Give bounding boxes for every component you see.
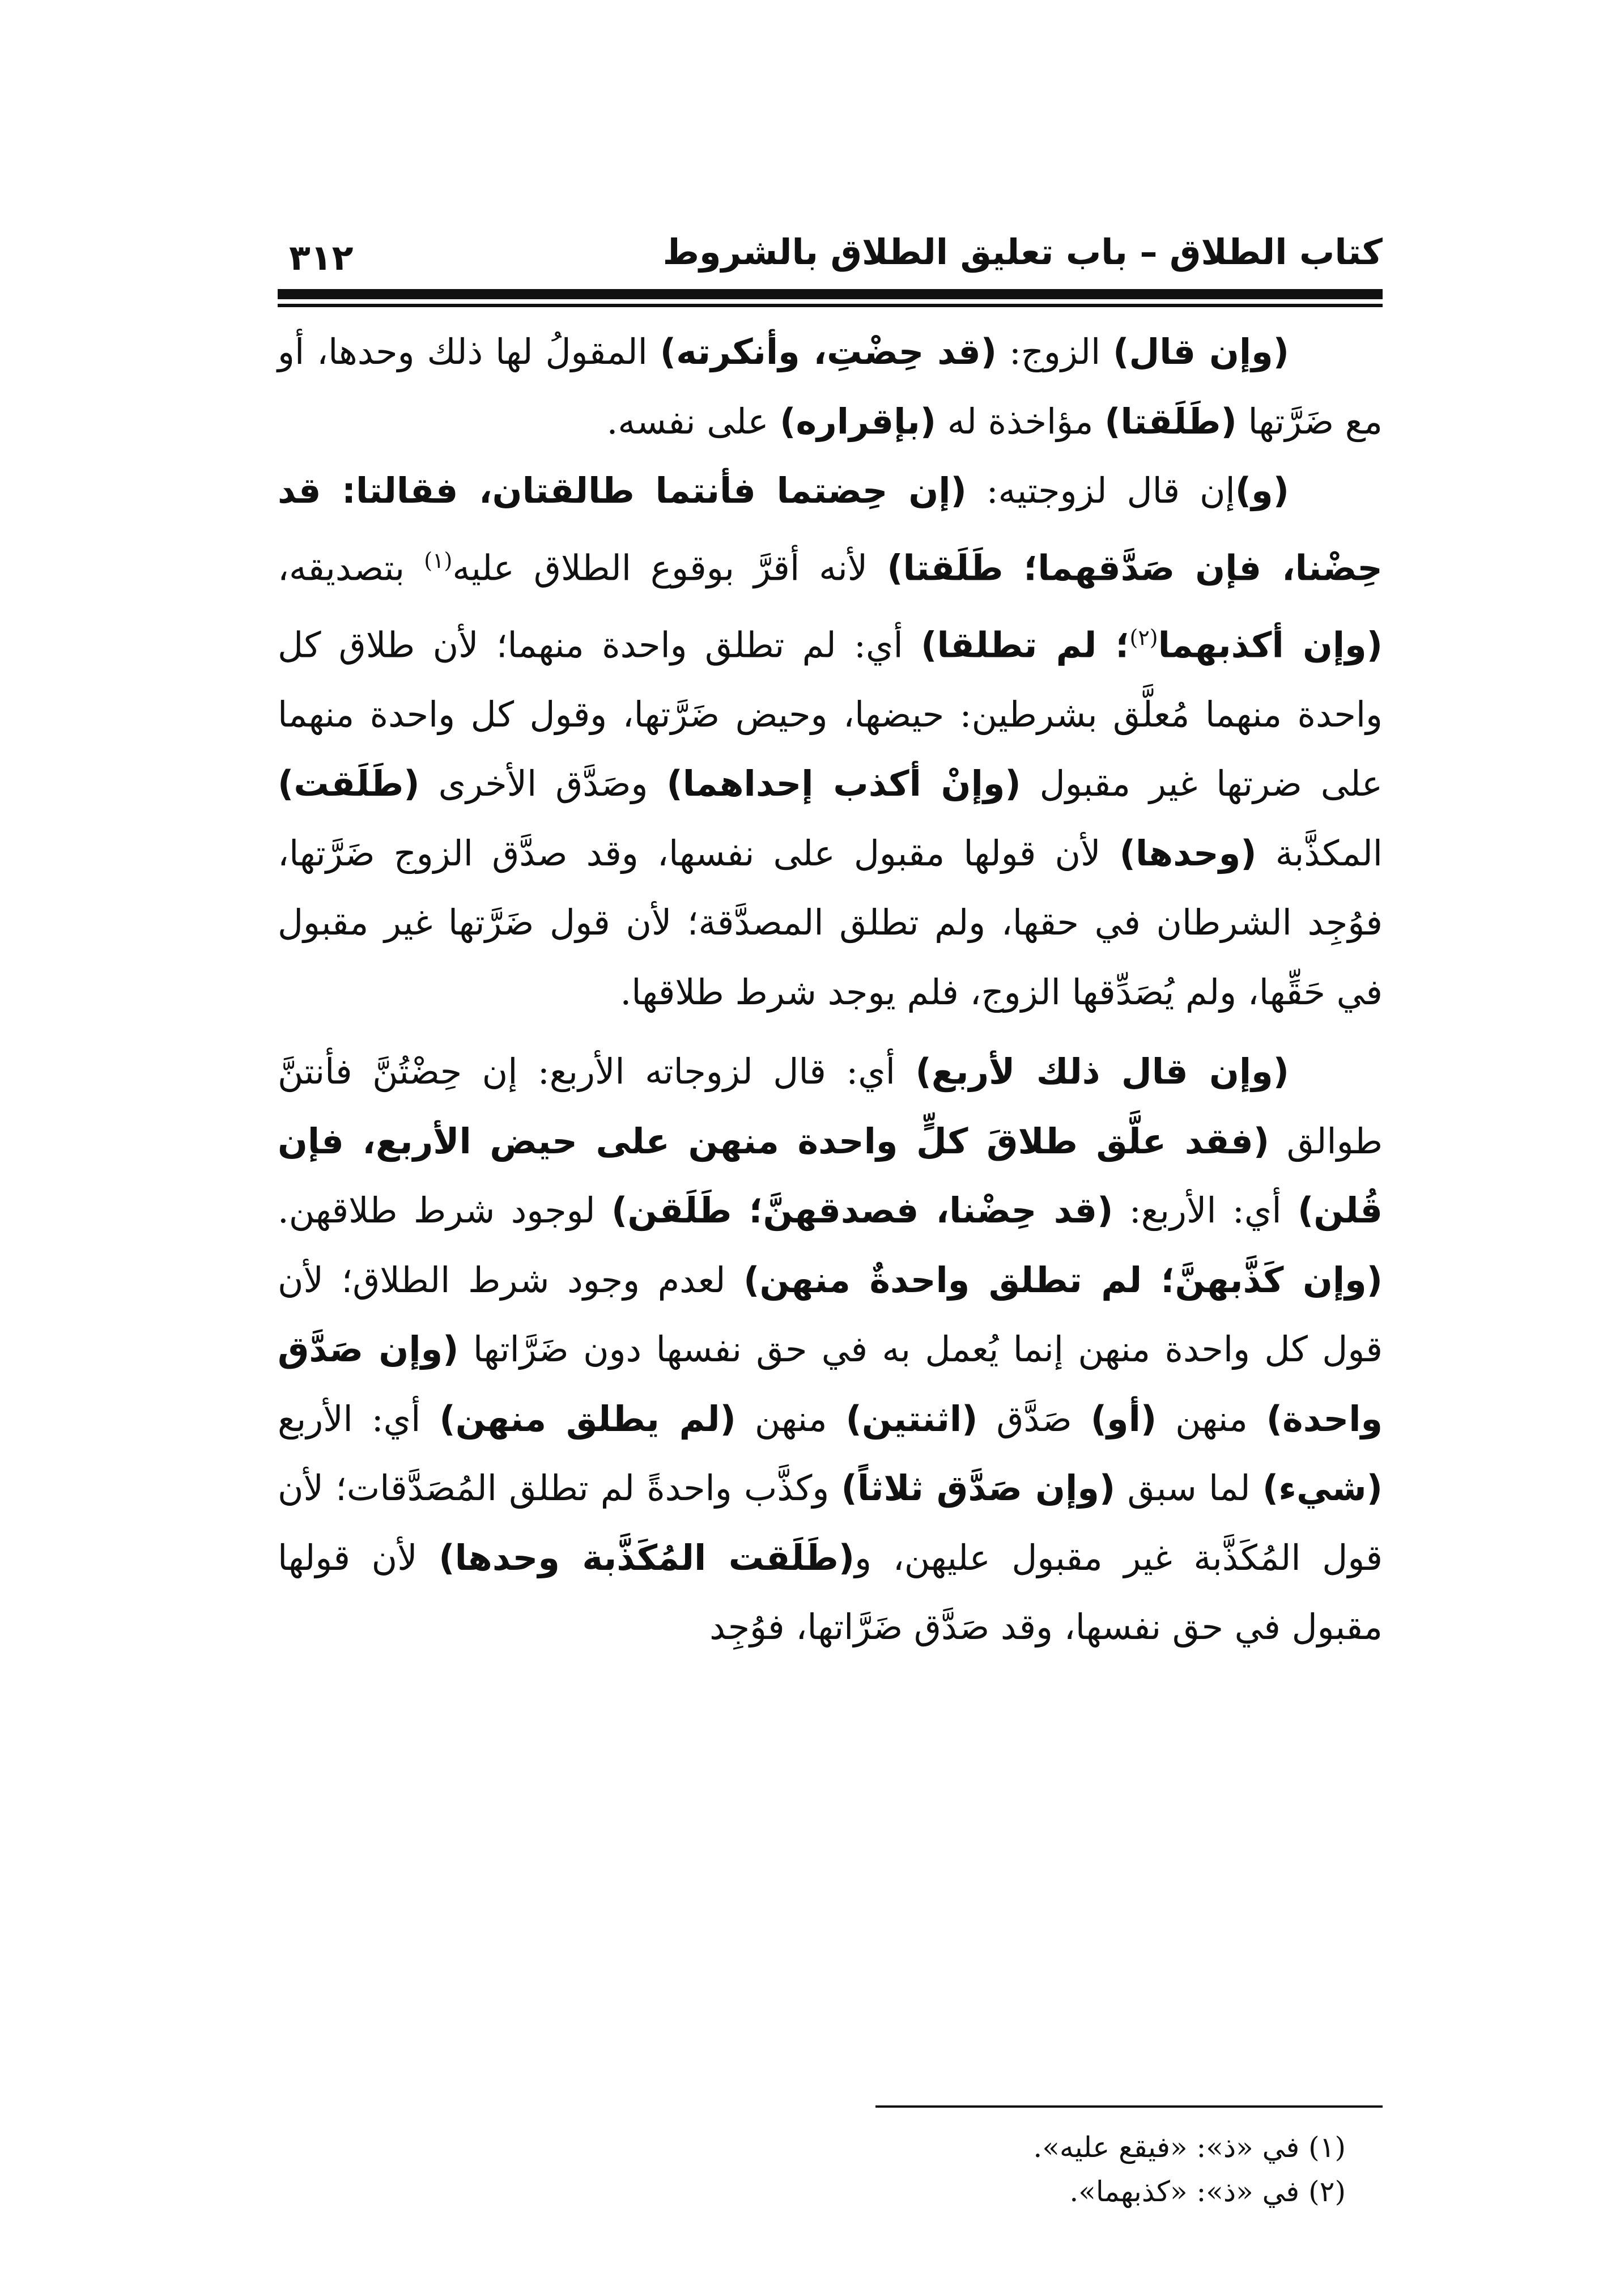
matn-text: (طَلَقتا) <box>1104 400 1237 442</box>
matn-text: (وإن كَذَّبهنَّ؛ لم تطلق واحدةٌ منهن) <box>743 1259 1383 1301</box>
header-rule-thick <box>278 289 1383 299</box>
matn-text: (أو) <box>1090 1398 1157 1440</box>
matn-text: (وإن قال) <box>1113 331 1289 372</box>
footnote-marker: (٢) <box>1129 625 1158 650</box>
matn-text: (شيء) <box>1262 1467 1383 1509</box>
matn-text: (لم يطلق منهن) <box>439 1398 736 1440</box>
commentary-text: إن قال لزوجتيه: <box>966 470 1235 511</box>
page-number: ٣١٢ <box>289 237 354 278</box>
matn-text: (و) <box>1235 470 1289 511</box>
paragraph <box>278 1037 1383 1662</box>
matn-text: (اثنتين) <box>845 1398 978 1440</box>
commentary-text: مؤاخذة له <box>936 400 1105 442</box>
commentary-text: وكذَّب واحدةً لم تطلق المُصَدَّقات؛ لأن قول المُكَذَّبة غير مقبول عليهن، و <box>278 1467 1383 1578</box>
commentary-text: المكذَّبة <box>1256 832 1383 874</box>
commentary-text: أي: لم تطلق واحدة منهما؛ لأن طلاق كل واحدة منهما مُعلَّق بشرطين: حيضها، وحيض ضَرَّتها، وقول كل واحدة منهما على ضرتها غير مقبول <box>278 624 1383 805</box>
matn-text: (قد حِضْتِ، وأنكرته) <box>660 331 997 372</box>
commentary-text: لما سبق <box>1115 1467 1262 1509</box>
commentary-text: لعدم وجود شرط الطلاق؛ لأن قول كل واحدة منهن إنما يُعمل به في حق نفسها دون ضَرَّاتها <box>278 1259 1383 1370</box>
commentary-text: لوجود شرط طلاقهن. <box>278 1190 611 1232</box>
commentary-text: الزوج: <box>997 331 1113 372</box>
paragraph <box>278 456 1383 1027</box>
matn-text: ؛ لم تطلقا) <box>921 624 1130 666</box>
footnotes <box>278 2125 1383 2214</box>
matn-text: (وإنْ أكذب إحداهما) <box>666 763 1021 805</box>
matn-text: (بإقراره) <box>780 400 937 442</box>
matn-text: (وحدها) <box>1119 832 1257 874</box>
commentary-text: لأن قولها مقبول على نفسها، وقد صدَّق الزوج ضَرَّتها، فوُجِد الشرطان في حقها، ولم تطلق المصدَّقة؛ لأن قول ضَرَّتها غير مقبول في حَقِّها، ولم يُصَدِّقها الزوج، فلم يوجد شرط طلاقها. <box>278 832 1383 1013</box>
page-header <box>278 224 1383 281</box>
paragraph <box>278 317 1383 456</box>
commentary-text: بتصديقه، <box>278 547 424 589</box>
commentary-text: منهن <box>736 1398 846 1440</box>
header-rule-thin <box>278 304 1383 307</box>
footnote: (٢) في «ذ»: «كذبهما». <box>1069 2175 1346 2208</box>
matn-text: (وإن أكذبهما <box>1158 624 1383 666</box>
matn-text: (فقد علَّق طلاقَ كلٍّ واحدة منهن على حيض الأربع، فإن قُلن) <box>278 1120 1383 1232</box>
commentary-text: المقولُ لها ذلك وحدها، أو مع ضَرَّتها <box>278 331 1383 442</box>
matn-text: (وإن قال ذلك لأربع) <box>915 1051 1289 1093</box>
commentary-text: أي: قال لزوجاته الأربع: إن حِضْتُنَّ فأنتنَّ طوالق <box>278 1051 1383 1162</box>
commentary-text: لأنه أقرَّ بوقوع الطلاق عليه <box>452 547 887 589</box>
matn-text: (وإن صَدَّق واحدة) <box>278 1328 1383 1440</box>
commentary-text: لأن قولها مقبول في حق نفسها، وقد صَدَّق ضَرَّاتها، فوُجِد <box>278 1536 1383 1648</box>
matn-text: (طَلَقت) <box>278 763 420 805</box>
matn-text: (وإن صَدَّق ثلاثاً) <box>841 1467 1116 1509</box>
running-title: كتاب الطلاق – باب تعليق الطلاق بالشروط <box>662 231 1383 273</box>
commentary-text: أي: الأربع <box>278 1398 440 1440</box>
matn-text: (طَلَقت المُكَذَّبة وحدها) <box>439 1536 855 1578</box>
commentary-text: صَدَّق <box>977 1398 1091 1440</box>
matn-text: (إن حِضتما فأنتما طالقتان، فقالتا: قد حِضْنا، فإن صَدَّقهما؛ طَلَقتا) <box>278 470 1383 589</box>
commentary-text: وصَدَّق الأخرى <box>419 763 667 805</box>
main-text <box>278 317 1383 1662</box>
commentary-text: أي: الأربع: <box>1113 1190 1298 1232</box>
footnote-marker: (١) <box>424 547 453 573</box>
commentary-text: منهن <box>1157 1398 1266 1440</box>
footnote-separator <box>875 2105 1383 2108</box>
commentary-text: على نفسه. <box>606 400 780 442</box>
footnote: (١) في «ذ»: «فيقع عليه». <box>1033 2131 1346 2164</box>
matn-text: (قد حِضْنا، فصدقهنَّ؛ طَلَقن) <box>611 1190 1113 1232</box>
